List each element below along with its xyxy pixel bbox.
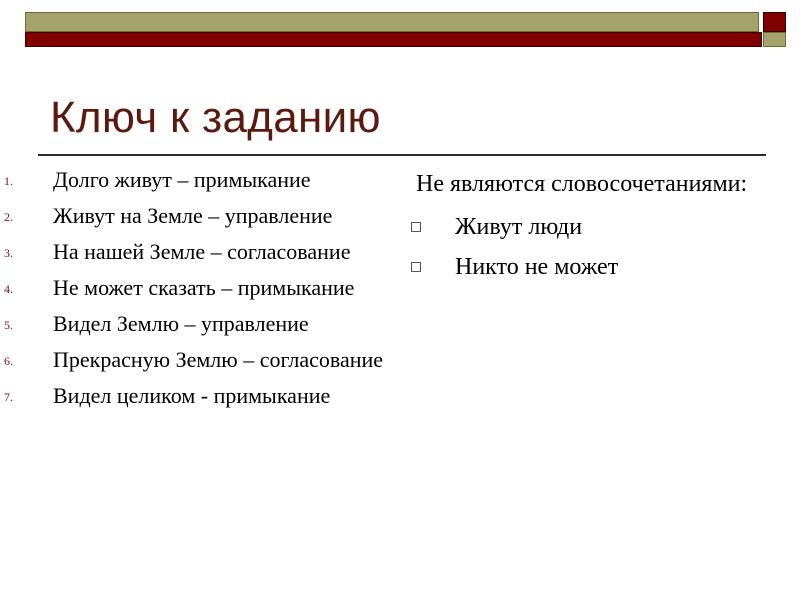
non-phrases-heading: Не являются словосочетаниями: [416,171,748,197]
list-item-number: 3. [4,246,13,260]
square-bullet-icon [411,222,421,232]
decorative-header-band-maroon [25,32,762,47]
list-item-text: Видел Землю – управление [53,311,309,336]
list-item-number: 6. [4,354,13,368]
list-item-text: Живут люди [455,214,583,240]
list-item [408,207,778,247]
answer-key-list [0,165,410,417]
list-item-text: Видел целиком - примыкание [53,383,331,408]
list-item-text: Долго живут – примыкание [53,167,311,192]
list-item-number: 1. [4,174,13,188]
list-item [0,309,410,341]
list-item [0,165,410,197]
list-item-text: Никто не может [455,254,619,280]
list-item-text: Живут на Земле – управление [53,203,333,228]
decorative-corner-square-maroon [763,12,786,32]
list-item [408,247,778,287]
non-phrases-list [408,207,778,287]
title-divider [38,154,766,156]
list-item [0,381,410,413]
list-item-number: 7. [4,390,13,404]
decorative-corner-square-olive [763,32,786,47]
list-item-number: 5. [4,318,13,332]
list-item [0,273,410,305]
non-phrases-panel [408,167,778,287]
list-item-text: Прекрасную Землю – согласование [53,347,384,372]
list-item-number: 4. [4,282,13,296]
slide-title: Ключ к заданию [50,93,381,142]
list-item-text: Не может сказать – примыкание [53,275,355,300]
decorative-header-band-olive [25,12,759,32]
square-bullet-icon [411,262,421,272]
list-item-text: На нашей Земле – согласование [53,239,351,264]
list-item-number: 2. [4,210,13,224]
list-item [0,201,410,233]
list-item [0,345,410,377]
list-item [0,237,410,269]
